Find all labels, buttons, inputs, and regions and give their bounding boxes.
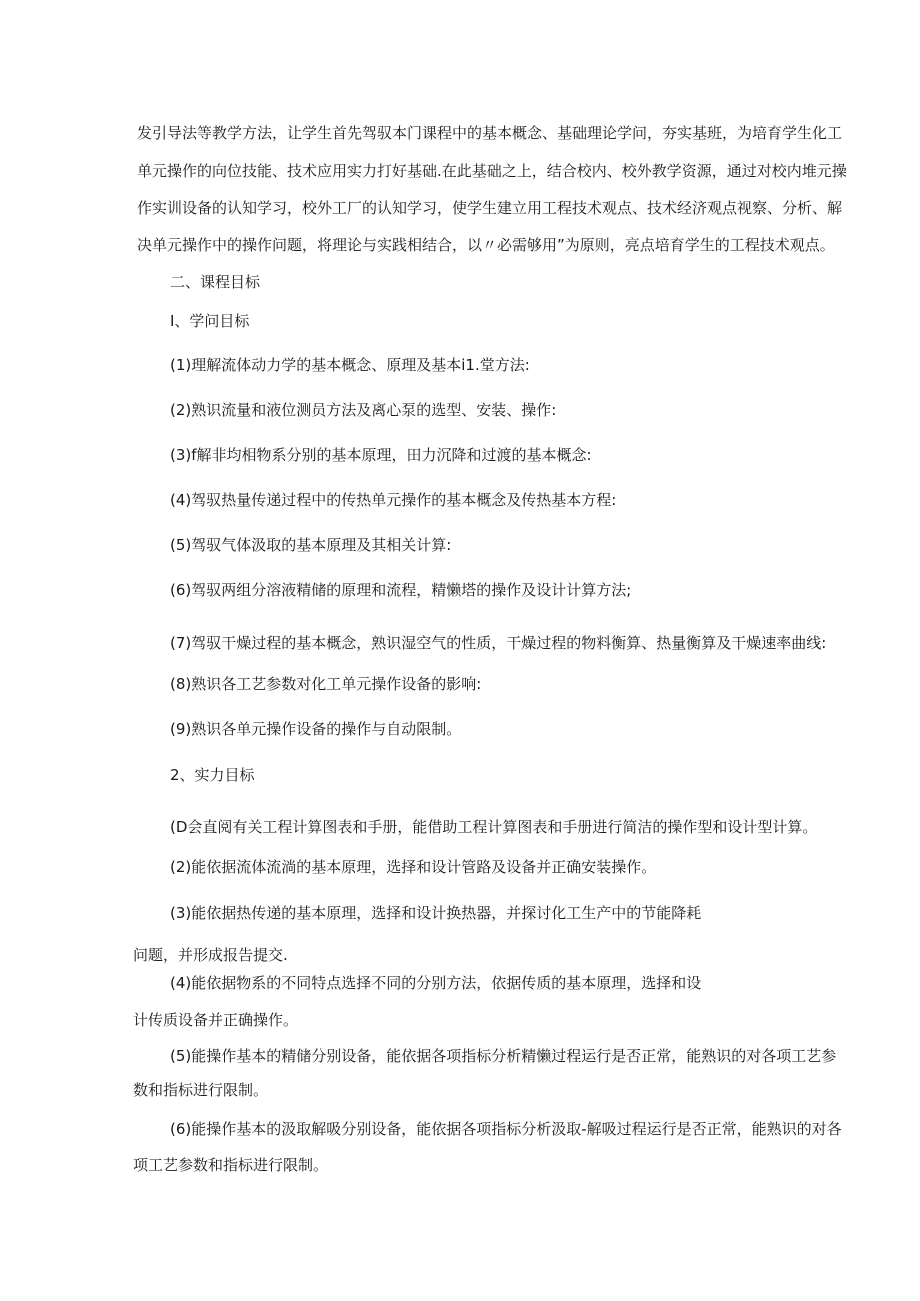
intro-line-3: 作实训设备的认知学习，校外工厂的认知学习，使学生建立用工程技术观点、技术经济观点视察、分析、解 xyxy=(137,199,843,217)
ability-item-6-line-2: 项工艺参数和指标进行限制。 xyxy=(133,1156,329,1174)
ability-item-3-line-2: 问题，并形成报告提交. xyxy=(133,946,288,964)
ability-item-4-line-2: 计传质设备并正确操作。 xyxy=(133,1011,299,1029)
ability-item-5-line-1: (5)能操作基本的精储分别设备，能依据各项指标分析精懒过程运行是否正常，能熟识的对各项工艺参 xyxy=(170,1047,837,1065)
knowledge-item-2: (2)熟识流量和液位测员方法及离心泵的选型、安装、操作: xyxy=(170,401,557,419)
ability-item-2: (2)能依据流体流淌的基本原理，选择和设计管路及设备并正确安装操作。 xyxy=(170,858,657,876)
knowledge-item-4: (4)驾驭热量传递过程中的传热单元操作的基本概念及传热基本方程: xyxy=(170,491,617,509)
knowledge-item-7: (7)驾驭干燥过程的基本概念，熟识湿空气的性质，干燥过程的物料衡算、热量衡算及干燥速率曲线: xyxy=(170,634,827,652)
ability-title: 2、实力目标 xyxy=(170,766,255,784)
knowledge-item-8: (8)熟识各工艺参数对化工单元操作设备的影响: xyxy=(170,675,482,693)
intro-line-2: 单元操作的向位技能、技术应用实力打好基础.在此基础之上，结合校内、校外教学资源，通过对校内堆元操 xyxy=(137,162,847,180)
ability-item-5-line-2: 数和指标进行限制。 xyxy=(133,1081,269,1099)
intro-line-4: 决单元操作中的操作问题，将理论与实践相结合，以〃必需够用”为原则，亮点培育学生的工程技术观点。 xyxy=(137,236,835,254)
knowledge-item-5: (5)驾驭气体汲取的基本原理及其相关计算: xyxy=(170,536,452,554)
ability-item-3-line-1: (3)能依据热传递的基本原理，选择和设计换热器，并探讨化工生产中的节能降耗 xyxy=(170,904,702,922)
knowledge-title: I、学问目标 xyxy=(170,312,250,330)
knowledge-item-3: (3)f解非均相物系分别的基本原理，田力沉降和过渡的基本概念: xyxy=(170,446,592,464)
knowledge-item-1: (1)理解流体动力学的基本概念、原理及基本i1.堂方法: xyxy=(170,356,530,374)
intro-line-1: 发引导法等教学方法，让学生首先驾驭本门课程中的基本概念、基础理论学问，夯实基班，为培育学生化工 xyxy=(137,124,843,142)
ability-item-6-line-1: (6)能操作基本的汲取解吸分别设备，能依据各项指标分析汲取-解吸过程运行是否正常，能熟识的对各 xyxy=(170,1120,842,1138)
ability-item-4-line-1: (4)能依据物系的不同特点选择不同的分别方法，依据传质的基本原理，选择和设 xyxy=(170,974,702,992)
knowledge-item-6: (6)驾驭两组分溶液精储的原理和流程，精懒塔的操作及设计计算方法; xyxy=(170,581,632,599)
knowledge-item-9: (9)熟识各单元操作设备的操作与自动限制。 xyxy=(170,720,462,738)
ability-item-1: (D会直阅有关工程计算图表和手册，能借助工程计算图表和手册进行简洁的操作型和设计型计算。 xyxy=(170,818,818,836)
section-title: 二、课程目标 xyxy=(170,273,261,291)
